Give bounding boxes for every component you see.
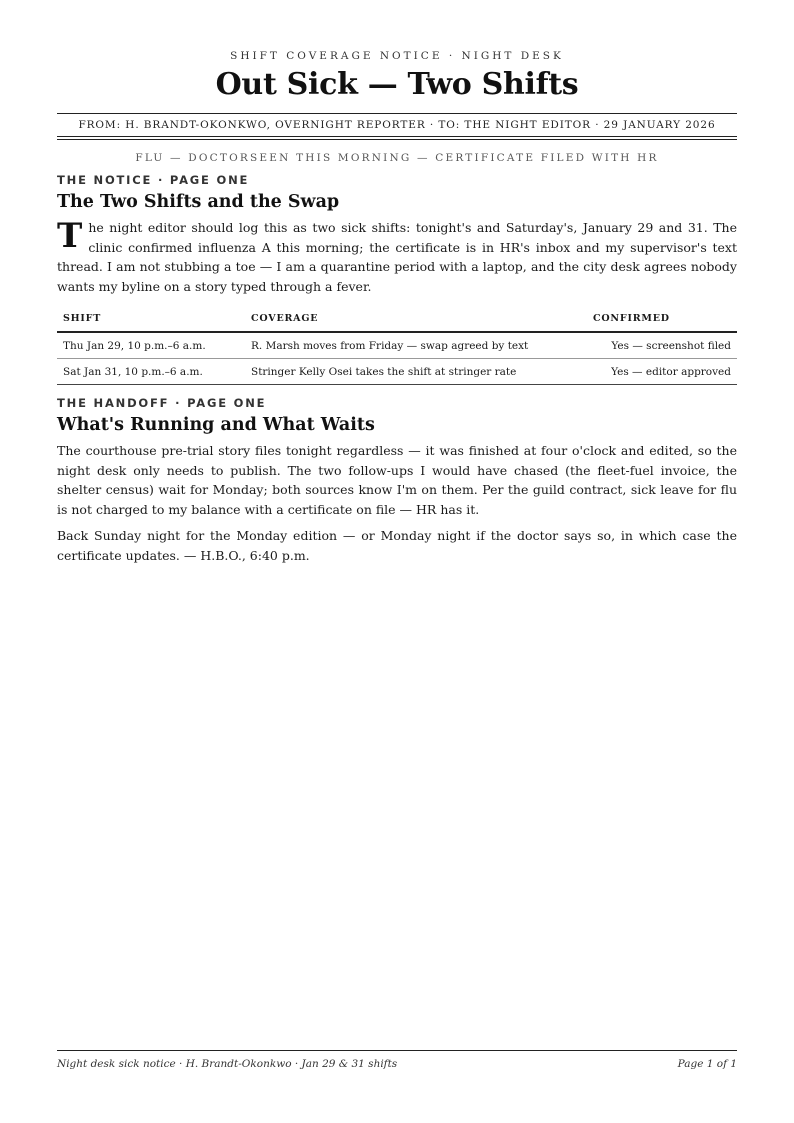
handoff-paragraph-1: The courthouse pre-trial story files tonight regardless — it was finished at four o'clock and edited, so the night desk only needs to publish. The two follow-ups I would have chased (the fleet-fuel invoice, the shelter census) wait for Monday; both sources know I'm on them. Per the guild contract, sick leave for flu is not charged to my balance with a certificate on file — HR has it. — [57, 443, 737, 517]
from-line: FROM: H. BRANDT-OKONKWO, OVERNIGHT REPORTER · TO: THE NIGHT EDITOR · 29 JANUARY 2026 — [78, 119, 716, 131]
document-page — [57, 0, 737, 565]
footer-page-number: Page 1 of 1 — [677, 1058, 737, 1070]
drop-cap: T — [57, 216, 83, 256]
notice-paragraph — [57, 218, 737, 296]
confirmed-cell: Yes — screenshot filed — [587, 332, 737, 359]
shift-cell: Sat Jan 31, 10 p.m.–6 a.m. — [57, 359, 245, 385]
notice-section-label: THE NOTICE · PAGE ONE — [57, 173, 250, 187]
table-header-row — [57, 313, 737, 332]
handoff-paragraph-2: Back Sunday night for the Monday edition — or Monday night if the doctor says so, in which case the certificate updates. — H.B.O., 6:40 p.m. — [57, 528, 737, 563]
coverage-cell: R. Marsh moves from Friday — swap agreed by text — [245, 332, 587, 359]
status-line: FLU — DOCTORSEEN THIS MORNING — CERTIFICATE FILED WITH HR — [135, 152, 659, 164]
handoff-section-label: THE HANDOFF · PAGE ONE — [57, 396, 267, 410]
page-footer — [57, 1050, 737, 1070]
handoff-heading: What's Running and What Waits — [57, 415, 375, 435]
coverage-cell: Stringer Kelly Osei takes the shift at stringer rate — [245, 359, 587, 385]
column-header-confirmed: CONFIRMED — [587, 313, 737, 332]
shift-coverage-table — [57, 313, 737, 385]
footer-left: Night desk sick notice · H. Brandt-Okonkwo · Jan 29 & 31 shifts — [57, 1058, 398, 1070]
shift-cell: Thu Jan 29, 10 p.m.–6 a.m. — [57, 332, 245, 359]
header-double-rule — [57, 136, 737, 140]
table-row — [57, 332, 737, 359]
column-header-coverage: COVERAGE — [245, 313, 587, 332]
confirmed-cell: Yes — editor approved — [587, 359, 737, 385]
page-title: Out Sick — Two Shifts — [215, 67, 579, 102]
table-row — [57, 359, 737, 385]
column-header-shift: SHIFT — [57, 313, 245, 332]
notice-heading: The Two Shifts and the Swap — [57, 192, 340, 212]
notice-body-text: he night editor should log this as two sick shifts: tonight's and Saturday's, January 29 and 31. The clinic confirmed influenza A this morning; the certificate is in HR's inbox and my supervisor's text thread. I am not stubbing a toe — I am a quarantine period with a laptop, and the city desk agrees nobody wants my byline on a story typed through a fever. — [57, 220, 737, 294]
kicker: SHIFT COVERAGE NOTICE · NIGHT DESK — [230, 50, 564, 62]
